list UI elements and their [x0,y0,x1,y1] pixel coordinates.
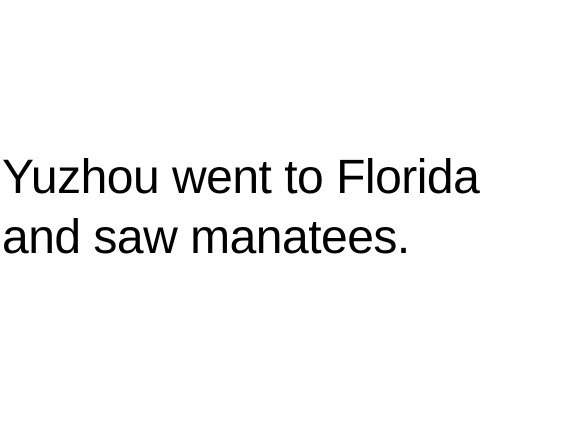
sentence-line-1: Yuzhou went to Florida [2,151,480,204]
sentence-text [2,148,479,268]
sentence-line-2: and saw manatees. [2,211,410,264]
